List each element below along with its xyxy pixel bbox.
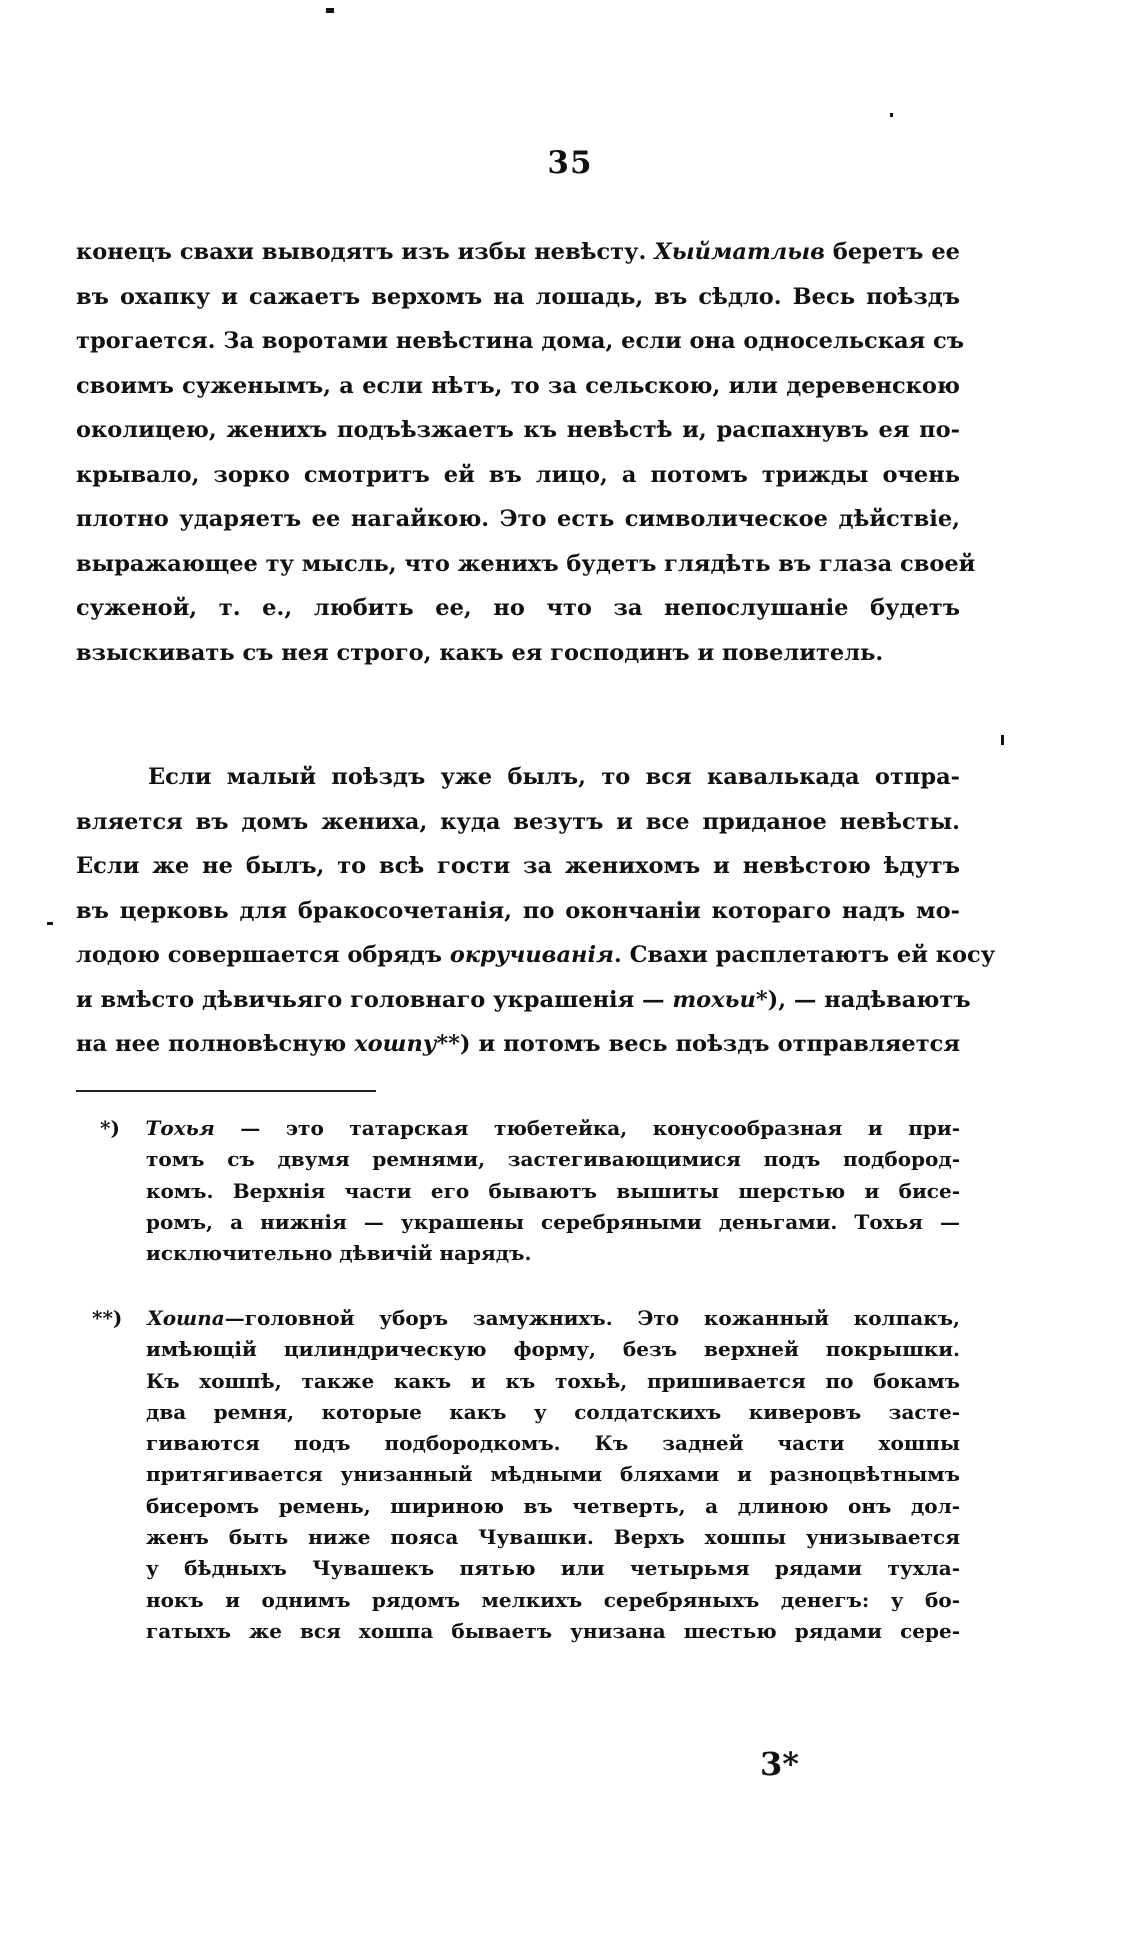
text-line: въ церковь для бракосочетанія, по окончаніи котораго надъ мо- <box>76 897 960 924</box>
text-line: на нее полновѣсную хошпу**) и потомъ весь поѣздъ отправляется <box>76 1031 960 1057</box>
footnote-line: Къ хошпѣ, также какъ и къ тохьѣ, пришивается по бокамъ <box>146 1368 960 1393</box>
text-line: околицею, женихъ подъѣзжаетъ къ невѣстѣ и, распахнувъ ея по- <box>76 417 960 443</box>
footnote-line: имѣющій цилиндрическую форму, безъ верхней покрышки. <box>146 1337 960 1362</box>
text-line: плотно ударяетъ ее нагайкою. Это есть символическое дѣйствіе, <box>76 506 960 532</box>
footnote-term: Хошпа <box>147 1306 225 1330</box>
scan-speck <box>1001 735 1004 745</box>
footnote-line: ромъ, а нижнія — украшены серебряными деньгами. Тохья — <box>146 1209 960 1234</box>
footnote-line: комъ. Верхнія части его бываютъ вышиты шерстью и бисе- <box>146 1178 960 1203</box>
footnote-mark: *) <box>100 1116 120 1140</box>
footnote-line: гатыхъ же вся хошпа бываетъ унизана шестью рядами сере- <box>146 1618 960 1643</box>
text-line: взыскивать съ нея строго, какъ ея господинъ и повелитель. <box>76 639 884 666</box>
footnote-line: **) Хошпа—головной уборъ замужнихъ. Это кожанный колпакъ, <box>92 1306 960 1330</box>
footnote-line: гиваются подъ подбородкомъ. Къ задней части хошпы <box>146 1431 960 1456</box>
text-line: вляется въ домъ жениха, куда везутъ и все приданое невѣсты. <box>76 808 960 835</box>
page-number: 35 <box>547 145 593 181</box>
text-line: конецъ свахи выводятъ изъ избы невѣсту. Хыйматлыв беретъ ее <box>76 239 960 265</box>
footnote-mark: **) <box>92 1306 123 1330</box>
footnote-line: притягивается унизанный мѣдными бляхами и разноцвѣтнымъ <box>146 1462 960 1487</box>
text-line: лодою совершается обрядъ окручиванія. Свахи расплетаютъ ей косу <box>76 942 996 968</box>
footnote-2 <box>92 1303 960 1647</box>
scan-speck <box>890 113 893 117</box>
footnote-divider <box>76 1090 376 1092</box>
text-line: своимъ суженымъ, а если нѣтъ, то за сельскою, или деревенскою <box>76 372 960 399</box>
text-line: Если малый поѣздъ уже былъ, то вся кавалькада отпра- <box>148 764 960 790</box>
scan-speck <box>47 922 53 925</box>
footnote-term: Тохья <box>145 1116 215 1140</box>
text-line: Если же не былъ, то всѣ гости за женихомъ и невѣстою ѣдутъ <box>76 853 960 879</box>
text-line: крывало, зорко смотритъ ей въ лицо, а потомъ трижды очень <box>76 461 960 488</box>
footnote-line: женъ быть ниже пояса Чувашки. Верхъ хошпы унизывается <box>146 1525 960 1550</box>
footnote-line: томъ съ двумя ремнями, застегивающимися подъ подбород- <box>146 1147 960 1172</box>
printer-signature-mark: 3* <box>760 1745 799 1783</box>
paragraph-2 <box>76 755 996 1067</box>
footnote-line: два ремня, которые какъ у солдатскихъ киверовъ засте- <box>146 1399 960 1424</box>
text-line: и вмѣсто дѣвичьяго головнаго украшенія — тохьи*), — надѣваютъ <box>76 986 971 1013</box>
paragraph-1 <box>76 230 976 675</box>
footnote-1 <box>100 1113 960 1269</box>
footnote-line: у бѣдныхъ Чувашекъ пятью или четырьмя рядами тухла- <box>146 1556 960 1581</box>
text-line: суженой, т. е., любить ее, но что за непослушаніе будетъ <box>76 595 960 621</box>
footnote-line: бисеромъ ремень, шириною въ четверть, а длиною онъ дол- <box>146 1493 960 1518</box>
text-line: выражающее ту мысль, что женихъ будетъ глядѣть въ глаза своей <box>76 550 976 577</box>
footnote-line: *) Тохья — это татарская тюбетейка, конусообразная и при- <box>100 1116 960 1140</box>
footnote-line: нокъ и однимъ рядомъ мелкихъ серебряныхъ денегъ: у бо- <box>146 1587 960 1612</box>
text-line: въ охапку и сажаетъ верхомъ на лошадь, въ сѣдло. Весь поѣздъ <box>76 283 960 310</box>
footnote-line: исключительно дѣвичій нарядъ. <box>146 1241 532 1266</box>
scan-speck <box>326 8 334 13</box>
text-line: трогается. За воротами невѣстина дома, если она односельская съ <box>76 328 965 354</box>
